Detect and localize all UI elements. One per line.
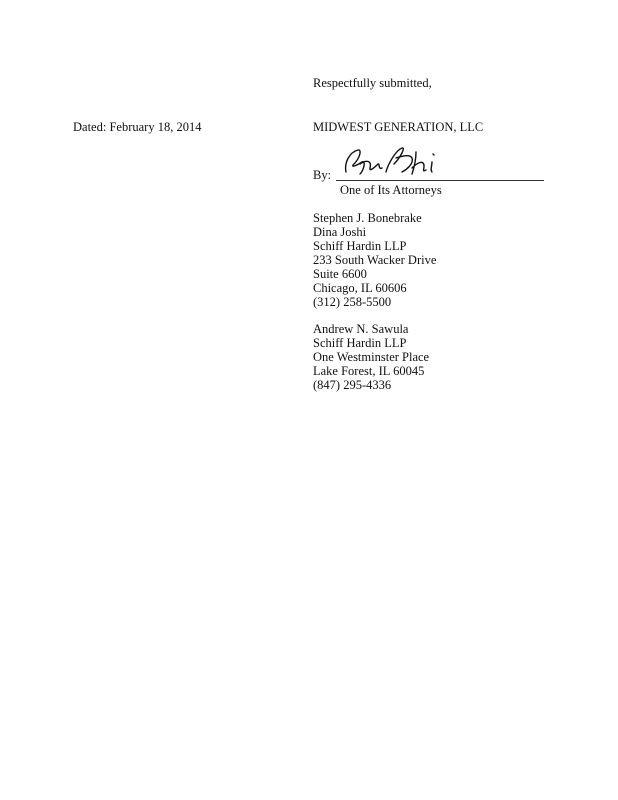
handwritten-signature <box>336 142 456 184</box>
address-line: Suite 6600 <box>313 267 367 281</box>
address-line: Schiff Hardin LLP <box>313 239 407 253</box>
signature-line <box>336 180 544 181</box>
address-line: Stephen J. Bonebrake <box>313 211 422 225</box>
address-line: (847) 295-4336 <box>313 378 392 392</box>
address-line: Dina Joshi <box>313 225 367 239</box>
attorney-block-sawula <box>313 322 429 392</box>
date-line: Dated: February 18, 2014 <box>73 120 202 134</box>
address-line: Lake Forest, IL 60045 <box>313 364 425 378</box>
address-line: One Westminster Place <box>313 350 430 364</box>
address-line: (312) 258-5500 <box>313 295 392 309</box>
address-line: 233 South Wacker Drive <box>313 253 437 267</box>
address-line: Schiff Hardin LLP <box>313 336 407 350</box>
closing-text: Respectfully submitted, <box>313 76 432 90</box>
address-line: Andrew N. Sawula <box>313 322 409 336</box>
attorney-block-bonebrake <box>313 211 436 309</box>
signature-caption: One of Its Attorneys <box>340 183 442 197</box>
company-name: MIDWEST GENERATION, LLC <box>313 120 484 134</box>
address-line: Chicago, IL 60606 <box>313 281 407 295</box>
by-label: By: <box>313 168 332 182</box>
